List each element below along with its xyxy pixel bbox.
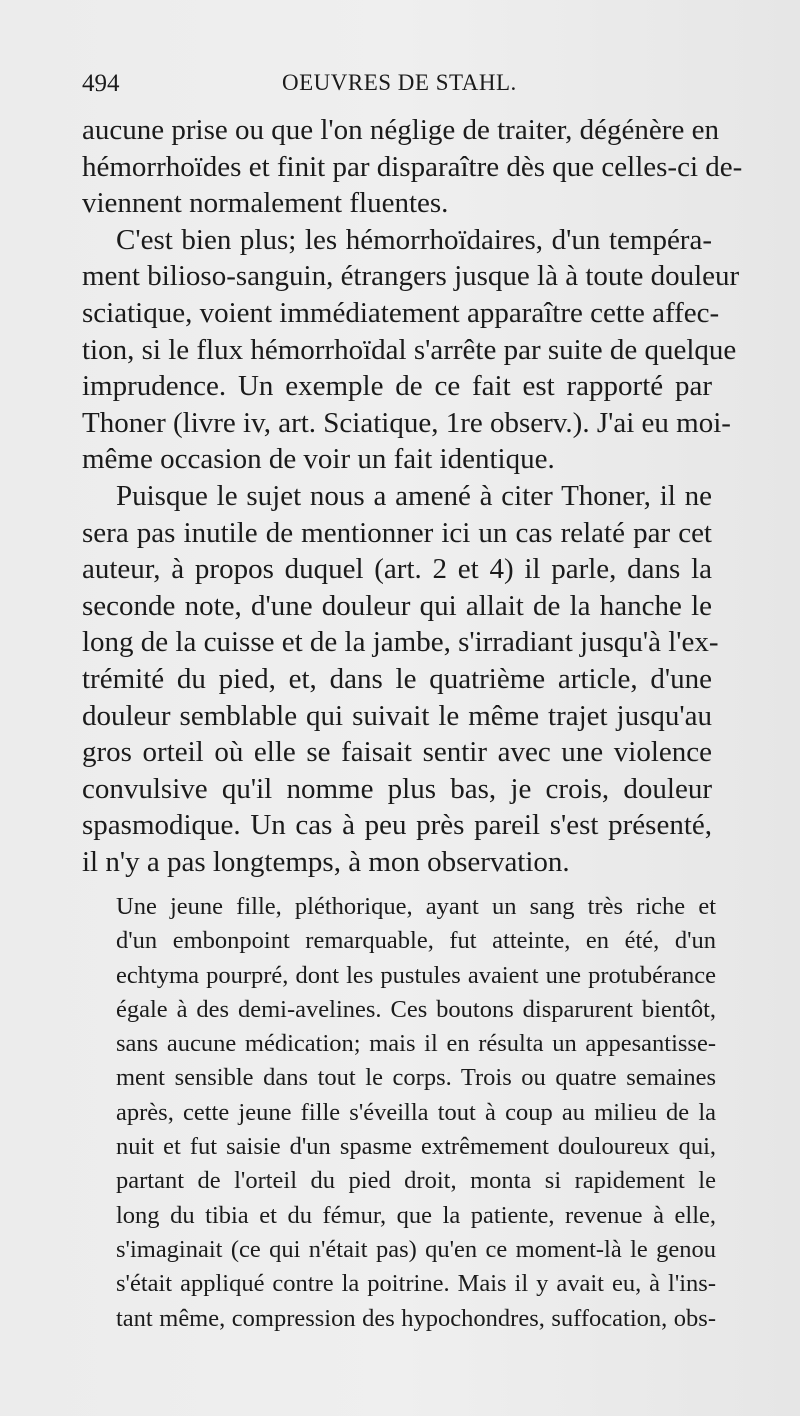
text-line: même occasion de voir un fait identique.	[82, 443, 555, 476]
text-line: s'imaginait (ce qui n'était pas) qu'en ce moment-là le genou	[116, 1235, 716, 1263]
text-line: tion, si le flux hémorrhoïdal s'arrête par suite de quelque	[82, 333, 737, 366]
text-line: viennent normalement fluentes.	[82, 187, 449, 220]
text-line: gros orteil où elle se faisait sentir avec une violence	[82, 736, 712, 769]
text-line: ment bilioso-sanguin, étrangers jusque là à toute douleur	[82, 260, 740, 293]
text-line: nuit et fut saisie d'un spasme extrêmement douloureux qui,	[116, 1133, 716, 1161]
text-line: Thoner (livre iv, art. Sciatique, 1re observ.). J'ai eu moi-	[82, 406, 731, 439]
paragraph-start: C'est bien plus; les hémorrhoïdaires, d'un tempéra-	[116, 223, 712, 256]
case-report	[116, 890, 716, 1336]
text-line: long de la cuisse et de la jambe, s'irradiant jusqu'à l'ex-	[82, 626, 719, 659]
text-line: echtyma pourpré, dont les pustules avaient une protubérance	[116, 961, 716, 989]
text-line: d'un embonpoint remarquable, fut atteinte, en été, d'un	[116, 927, 716, 955]
running-title: OEUVRES DE STAHL.	[282, 70, 517, 95]
text-line: égale à des demi-avelines. Ces boutons disparurent bientôt,	[116, 995, 716, 1023]
page-header	[82, 70, 722, 104]
paragraph-start: Puisque le sujet nous a amené à citer Thoner, il ne	[116, 479, 712, 512]
text-line: sera pas inutile de mentionner ici un cas relaté par cet	[82, 516, 712, 549]
text-line: aucune prise ou que l'on néglige de traiter, dégénère en	[82, 114, 719, 146]
text-line: long du tibia et du fémur, que la patiente, revenue à elle,	[116, 1201, 716, 1229]
text-line: auteur, à propos duquel (art. 2 et 4) il parle, dans la	[82, 553, 712, 586]
text-line: partant de l'orteil du pied droit, monta si rapidement le	[116, 1167, 716, 1195]
paragraph-start: Une jeune fille, pléthorique, ayant un sang très riche et	[116, 893, 716, 920]
main-text	[82, 112, 743, 880]
text-line: douleur semblable qui suivait le même trajet jusqu'au	[82, 699, 712, 732]
text-line: spasmodique. Un cas à peu près pareil s'est présenté,	[82, 809, 712, 842]
text-line: hémorrhoïdes et finit par disparaître dès que celles-ci de-	[82, 150, 743, 183]
text-line: sans aucune médication; mais il en résulta un appesantisse-	[116, 1030, 716, 1058]
page-number: 494	[82, 70, 120, 97]
text-line: tant même, compression des hypochondres, suffocation, obs-	[116, 1304, 716, 1332]
text-line: après, cette jeune fille s'éveilla tout à coup au milieu de la	[116, 1098, 716, 1126]
text-line: s'était appliqué contre la poitrine. Mais il y avait eu, à l'ins-	[116, 1270, 716, 1298]
text-line: trémité du pied, et, dans le quatrième article, d'une	[82, 662, 712, 695]
text-line: ment sensible dans tout le corps. Trois ou quatre semaines	[116, 1064, 716, 1092]
text-line: sciatique, voient immédiatement apparaître cette affec-	[82, 296, 720, 329]
text-line: il n'y a pas longtemps, à mon observation.	[82, 845, 570, 878]
text-line: seconde note, d'une douleur qui allait de la hanche le	[82, 589, 712, 622]
text-line: convulsive qu'il nomme plus bas, je crois, douleur	[82, 772, 712, 805]
text-line: imprudence. Un exemple de ce fait est rapporté par	[82, 370, 712, 403]
